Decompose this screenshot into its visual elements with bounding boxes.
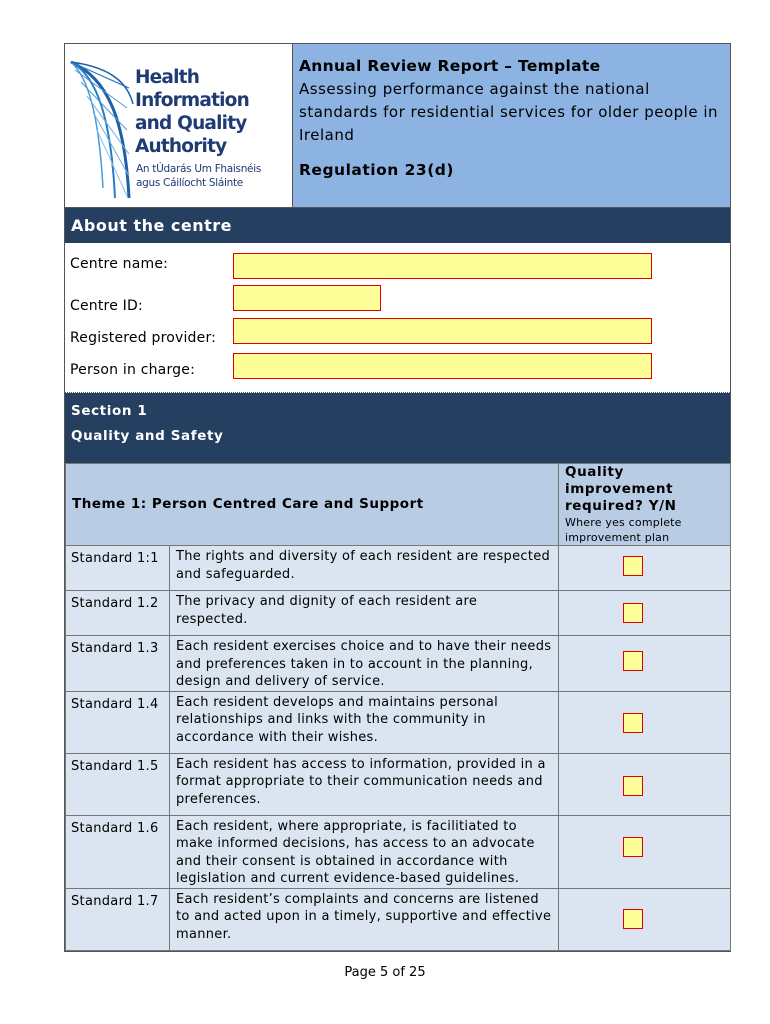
quality-check-cell xyxy=(559,591,731,636)
regulation-label: Regulation 23(d) xyxy=(299,161,454,179)
centre-id-field[interactable] xyxy=(233,285,381,311)
section-number: Section 1 xyxy=(71,403,148,419)
standard-description: Each resident, where appropriate, is facilitiated to make informed decisions, has access to an advocate and their consent is obtained in accordance with legislation and current evidence-based guidelines. xyxy=(170,815,559,888)
table-row xyxy=(66,591,731,636)
theme-title: Theme 1: Person Centred Care and Support xyxy=(66,464,559,546)
quality-improvement-checkbox[interactable] xyxy=(623,713,643,733)
about-heading: About the centre xyxy=(65,208,730,243)
person-in-charge-field[interactable] xyxy=(233,353,652,379)
centre-id-label: Centre ID: xyxy=(70,298,143,314)
standard-code: Standard 1.6 xyxy=(66,815,170,888)
standard-code: Standard 1.5 xyxy=(66,753,170,815)
standard-code: Standard 1.3 xyxy=(66,636,170,692)
quality-improvement-header: Quality improvement required? Y/N Where yes complete improvement plan xyxy=(559,464,731,546)
report-title: Annual Review Report – Template xyxy=(299,57,601,75)
quality-improvement-checkbox[interactable] xyxy=(623,909,643,929)
table-row xyxy=(66,888,731,950)
report-header xyxy=(65,44,730,208)
logo-wordmark: Health Information and Quality Authority xyxy=(135,67,249,157)
logo-irish-text: An tÚdarás Um Fhaisnéis agus Cáilíocht Sláinte xyxy=(136,163,262,189)
standard-code: Standard 1:1 xyxy=(66,546,170,591)
table-row xyxy=(66,636,731,692)
person-in-charge-label: Person in charge: xyxy=(70,362,195,378)
quality-improvement-checkbox[interactable] xyxy=(623,603,643,623)
standard-description: Each resident’s complaints and concerns are listened to and acted upon in a timely, supportive and effective manner. xyxy=(170,888,559,950)
title-cell xyxy=(293,44,730,207)
registered-provider-label: Registered provider: xyxy=(70,330,217,346)
hiqa-logo xyxy=(65,44,293,207)
standard-code: Standard 1.4 xyxy=(66,691,170,753)
quality-check-cell xyxy=(559,888,731,950)
standard-description: Each resident develops and maintains personal relationships and links with the community in accordance with their wishes. xyxy=(170,691,559,753)
centre-name-field[interactable] xyxy=(233,253,652,279)
document-page xyxy=(64,43,731,952)
page-number: Page 5 of 25 xyxy=(344,965,426,980)
section-title: Quality and Safety xyxy=(71,428,224,444)
quality-improvement-checkbox[interactable] xyxy=(623,556,643,576)
standard-code: Standard 1.7 xyxy=(66,888,170,950)
standard-description: Each resident has access to information, provided in a format appropriate to their communication needs and preferences. xyxy=(170,753,559,815)
table-row xyxy=(66,691,731,753)
quality-check-cell xyxy=(559,546,731,591)
quality-check-cell xyxy=(559,753,731,815)
theme-header-row xyxy=(66,464,731,546)
centre-name-label: Centre name: xyxy=(70,256,169,272)
standard-description: The rights and diversity of each resident are respected and safeguarded. xyxy=(170,546,559,591)
table-row xyxy=(66,546,731,591)
standard-description: The privacy and dignity of each resident are respected. xyxy=(170,591,559,636)
quality-improvement-checkbox[interactable] xyxy=(623,776,643,796)
quality-improvement-checkbox[interactable] xyxy=(623,837,643,857)
logo-arc-icon xyxy=(67,58,137,206)
quality-check-cell xyxy=(559,636,731,692)
quality-check-cell xyxy=(559,815,731,888)
registered-provider-field[interactable] xyxy=(233,318,652,344)
quality-check-cell xyxy=(559,691,731,753)
report-subtitle: Assessing performance against the national standards for residential services for older people in Ireland xyxy=(299,80,719,144)
table-row xyxy=(66,815,731,888)
standard-description: Each resident exercises choice and to have their needs and preferences taken in to account in the planning, design and delivery of service. xyxy=(170,636,559,692)
table-row xyxy=(66,753,731,815)
section-heading xyxy=(65,393,730,463)
standards-table xyxy=(65,463,731,951)
centre-fields xyxy=(65,243,730,393)
quality-improvement-checkbox[interactable] xyxy=(623,651,643,671)
standard-code: Standard 1.2 xyxy=(66,591,170,636)
